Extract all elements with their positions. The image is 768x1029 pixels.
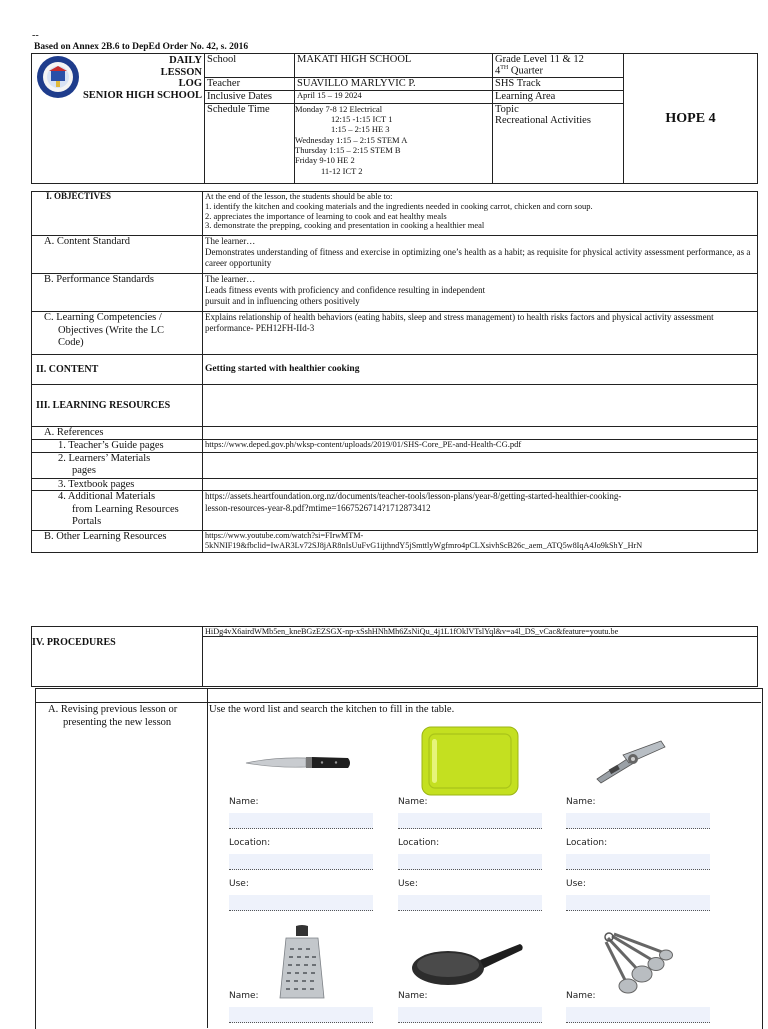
grade-quarter-cell [493,54,624,78]
learners-materials-line: pages [72,464,96,476]
schedule-line: 1:15 – 2:15 HE 3 [331,124,390,135]
knife-icon [244,749,354,779]
schedule-line: 12:15 -1:15 ICT 1 [331,113,393,124]
additional-link-line[interactable]: lesson-resources-year-8.pdf?mtime=1667526714?1712873412 [205,502,431,513]
additional-materials-label [32,491,203,531]
other-resources-link[interactable] [203,531,758,553]
area-label: Learning Area [493,90,624,103]
references-label: A. References [32,427,203,440]
learning-resources-label: III. LEARNING RESOURCES [32,385,203,427]
dates-label: Inclusive Dates [205,90,295,103]
objectives-label: I. OBJECTIVES [32,192,203,236]
shs-label: SENIOR HIGH SCHOOL [82,89,202,101]
location-input[interactable] [566,854,710,870]
teacher-value: SUAVILLO MARLYVIC P. [295,77,493,90]
competencies-label-line: Code) [58,337,84,349]
dll-line-3: LOG [178,78,202,90]
textbook-pages-label: 3. Textbook pages [32,478,203,491]
name-label: Name: [398,991,428,1001]
use-input[interactable] [566,895,710,911]
teacher-label: Teacher [205,77,295,90]
schedule-line: Monday 7-8 12 Electrical [295,103,383,114]
learners-materials-value [203,452,758,478]
track-label: SHS Track [493,77,624,90]
quarter [495,65,621,77]
procedure-a-instruction: Use the word list and search the kitchen to fill in the table. [209,704,455,715]
topic-cell [493,103,624,183]
content-standard-text [203,236,758,274]
performance-line: Leads fitness events with proficiency and confidence resulting in independent [205,284,486,295]
additional-materials-line: from Learning Resources [72,503,179,515]
procedure-a-divider [35,702,761,703]
name-label: Name: [566,991,596,1001]
performance-line: The learner… [205,274,256,284]
performance-standard-text [203,274,758,312]
use-label: Use: [566,879,586,889]
name-input[interactable] [398,1007,542,1023]
competencies-label-line: C. Learning Competencies / [44,312,162,323]
objective-item: 1. identify the kitchen and cooking materials and the ingredients needed in cooking carrot, chicken and corn soup. [205,200,593,211]
cutting-board-icon [420,725,520,797]
topic-label: Topic [495,103,519,115]
topic-value: Recreational Activities [495,115,591,127]
schedule-line: Wednesday 1:15 – 2:15 STEM A [295,134,408,145]
objectives-intro: At the end of the lesson, the students should be able to: [205,191,393,201]
objectives-text [203,192,758,236]
location-label: Location: [398,838,440,848]
dll-line-2: LESSON [160,66,202,78]
performance-line: pursuit and in influencing others positively [205,295,360,306]
schedule-label: Schedule Time [205,103,295,183]
quarter-number: 4 [495,65,501,77]
location-input[interactable] [229,854,373,870]
other-resources-label: B. Other Learning Resources [32,531,203,553]
name-label: Name: [229,797,259,807]
name-input[interactable] [566,1007,710,1023]
competencies-label-line: Objectives (Write the LC [58,324,164,336]
learning-resources-value [203,385,758,427]
additional-link-line[interactable]: https://assets.heartfoundation.org.nz/documents/teacher-tools/lesson-plans/year-8/getting-started-healthier-cooking- [205,491,622,502]
location-label: Location: [229,838,271,848]
schedule-line: Friday 9-10 HE 2 [295,155,355,166]
quarter-sup: TH [500,65,509,72]
schedule-line: 11-12 ICT 2 [321,165,363,176]
annex-reference: Based on Annex 2B.6 to DepEd Order No. 42, s. 2016 [34,42,249,52]
school-label: School [205,54,295,78]
competencies-label [32,312,203,355]
name-input[interactable] [398,813,542,829]
other-link-line[interactable]: https://www.youtube.com/watch?si=FIrwMTM- [205,531,364,541]
content-value: Getting started with healthier cooking [203,355,758,385]
location-input[interactable] [398,854,542,870]
doc-mark: -- [32,30,39,41]
frying-pan-icon [410,940,525,992]
teachers-guide-label: 1. Teacher’s Guide pages [32,439,203,452]
additional-materials-line: Portals [72,516,102,528]
name-label: Name: [566,797,596,807]
grater-icon [278,924,326,1000]
teachers-guide-link[interactable]: https://www.deped.gov.ph/wksp-content/uploads/2019/01/SHS-Core_PE-and-Health-CG.pdf [203,439,758,452]
can-opener-icon [593,735,671,785]
use-label: Use: [398,879,418,889]
lesson-table [31,191,758,553]
subject-title: HOPE 4 [624,54,758,184]
name-input[interactable] [229,1007,373,1023]
dates-value: April 15 – 19 2024 [295,90,493,103]
procedure-a-label [48,704,177,729]
content-label: II. CONTENT [32,355,203,385]
name-input[interactable] [229,813,373,829]
other-link-continuation[interactable]: HiDg4vX6airdWMb5en_kneBGzEZSGX-np-xSshHNhMh6ZsNiQu_4j1L1fOklVTslYql&v=a4l_DS_vCac&feature=youtu.be [203,627,758,637]
name-label: Name: [398,797,428,807]
learners-materials-label [32,452,203,478]
use-input[interactable] [398,895,542,911]
procedure-a-label-line: presenting the new lesson [63,716,172,728]
additional-materials-link[interactable] [203,491,758,531]
textbook-pages-value [203,478,758,491]
location-label: Location: [566,838,608,848]
learners-materials-line: 2. Learners’ Materials [58,452,151,464]
grade-level: Grade Level 11 & 12 [495,54,584,65]
procedures-value [203,637,758,687]
procedure-a-label-line: A. Revising previous lesson or [48,704,178,715]
measuring-spoons-icon [598,930,682,998]
schedule-value [295,103,493,183]
competencies-text: Explains relationship of health behaviors (eating habits, sleep and stress management) to health risks factors and physical activity assessment performance- PEH12FH-IId-3 [203,312,758,355]
objective-item: 3. demonstrate the prepping, cooking and presentation in cooking a healthier meal [205,220,485,231]
school-value: MAKATI HIGH SCHOOL [295,54,493,78]
name-label: Name: [229,991,259,1001]
content-standard-label: A. Content Standard [32,236,203,274]
additional-materials-line: 4. Additional Materials [58,491,156,503]
content-standard-line: Demonstrates understanding of fitness and exercise in optimizing one’s health as a habit; as requisite for physical activity assessment performance, as a career opportunity [205,246,751,268]
header-table [31,53,758,184]
use-input[interactable] [229,895,373,911]
schedule-line: Thursday 1:15 – 2:15 STEM B [295,144,401,155]
procedure-a-column-divider [207,688,208,1028]
name-input[interactable] [566,813,710,829]
content-standard-line: The learner… [205,236,256,246]
dll-line-1: DAILY [169,55,202,66]
performance-standard-label: B. Performance Standards [32,274,203,312]
references-value [203,427,758,440]
other-link-line[interactable]: 5kNNIF19&fbclid=IwAR3Lv72SJ8jAR8nIsUuFvG1ijthndY5jSmttlyWgfmro4pCLXsivhScB26c_aem_ATQ5w8IqA4Jo9kShY_HrN [205,540,643,550]
quarter-text: Quarter [508,65,543,77]
procedures-table [31,626,758,687]
procedures-label: IV. PROCEDURES [32,627,203,687]
use-label: Use: [229,879,249,889]
objective-item: 2. appreciates the importance of learning to cook and eat healthy meals [205,210,447,221]
